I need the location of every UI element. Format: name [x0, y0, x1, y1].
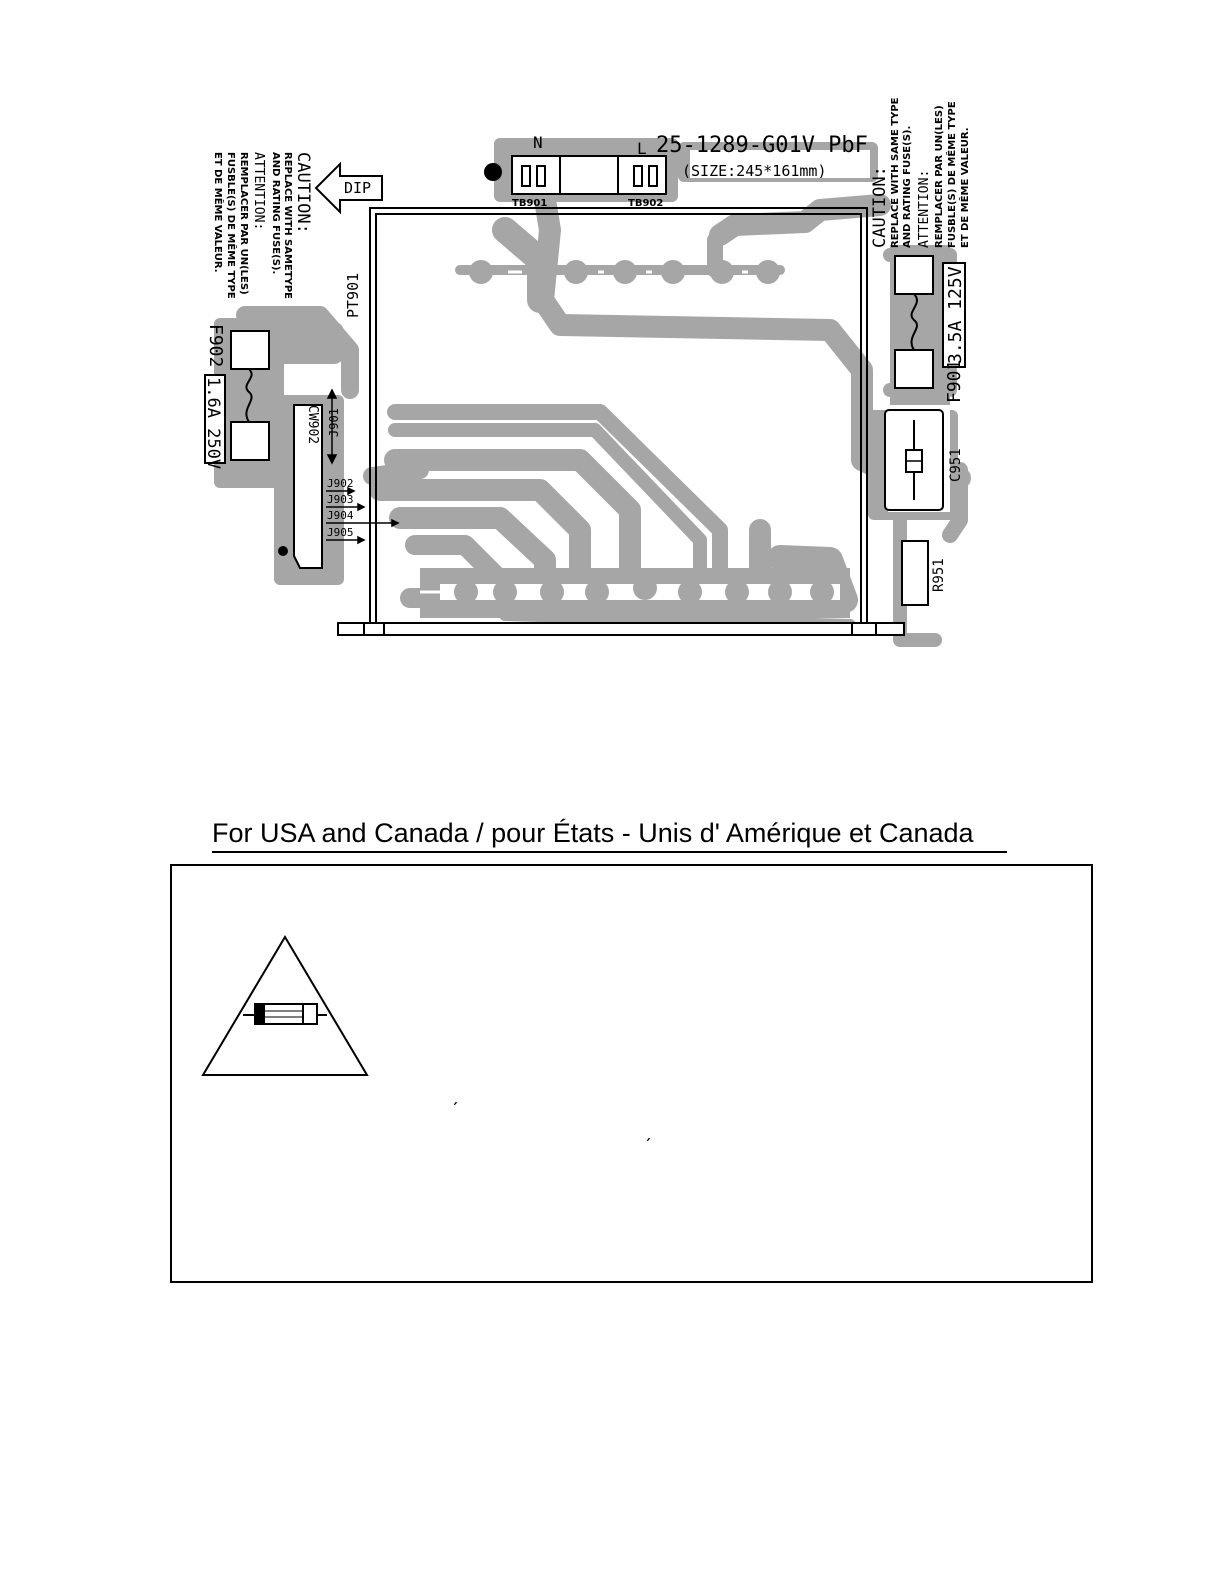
caution-right-line: REMPLACER PAR UN(LES)	[934, 105, 945, 248]
caution-left-line: AND RATING FUSE(S).	[270, 152, 281, 275]
dip-label: DIP	[344, 179, 372, 197]
caution-right-line: CAUTION:	[870, 166, 890, 248]
stray-accent-mark: ˊ	[645, 1136, 652, 1158]
j902-label: J902	[327, 477, 354, 490]
caution-left	[212, 152, 313, 299]
line-label: L	[637, 139, 647, 158]
stray-accent-mark: ˊ	[452, 1100, 459, 1122]
board-part-number: 25-1289-G01V PbF	[656, 133, 868, 158]
j904-label: J904	[327, 509, 354, 522]
neutral-label: N	[533, 133, 543, 152]
copper-traces	[245, 155, 960, 640]
j901-label: J901	[327, 408, 341, 437]
tb901-label: TB901	[512, 198, 548, 209]
pt901-label: PT901	[344, 272, 362, 318]
fuse-right-ref: F901	[944, 359, 965, 403]
c951-label: C951	[948, 448, 964, 482]
r951-label: R951	[931, 558, 947, 592]
board-size: (SIZE:245*161mm)	[682, 162, 827, 180]
caution-left-line: REPLACE WITH SAMETYPE	[282, 152, 293, 299]
caution-left-line: REMPLACER PAR UN(LES)	[238, 152, 249, 295]
capacitor-c951	[885, 410, 943, 510]
tb902-label: TB902	[628, 198, 664, 209]
caution-right-line: ATTENTION:	[917, 169, 932, 248]
j903-label: J903	[327, 493, 354, 506]
fuse-left-ref: F902	[205, 324, 226, 368]
caution-left-line: FUSBLE(S) DE MÊME TYPE	[225, 152, 236, 299]
cw902-label: CW902	[305, 405, 320, 445]
caution-left-line: ET DE MÊME VALEUR.	[212, 152, 223, 273]
j905-label: J905	[327, 526, 354, 539]
caution-right-line: REPLACE WITH SAME TYPE	[890, 97, 901, 248]
tb901-connector	[484, 156, 666, 194]
caution-right-line: FUSBLE(S) DE MÊME TYPE	[947, 101, 958, 248]
caution-left-line: ATTENTION:	[251, 152, 266, 231]
fuse-left-rating: 1.6A 250V	[203, 377, 223, 470]
fuse-warning-triangle-icon	[200, 935, 370, 1077]
caution-right	[870, 97, 971, 248]
caution-right-line: AND RATING FUSE(S).	[902, 125, 913, 248]
caution-left-line: CAUTION:	[293, 152, 313, 234]
fuse-right-rating: 3.5A 125V	[945, 266, 966, 364]
resistor-r951	[902, 541, 928, 605]
notice-title: For USA and Canada / pour États - Unis d' Amérique et Canada	[212, 818, 1007, 853]
caution-right-line: ET DE MÊME VALEUR.	[960, 127, 971, 248]
